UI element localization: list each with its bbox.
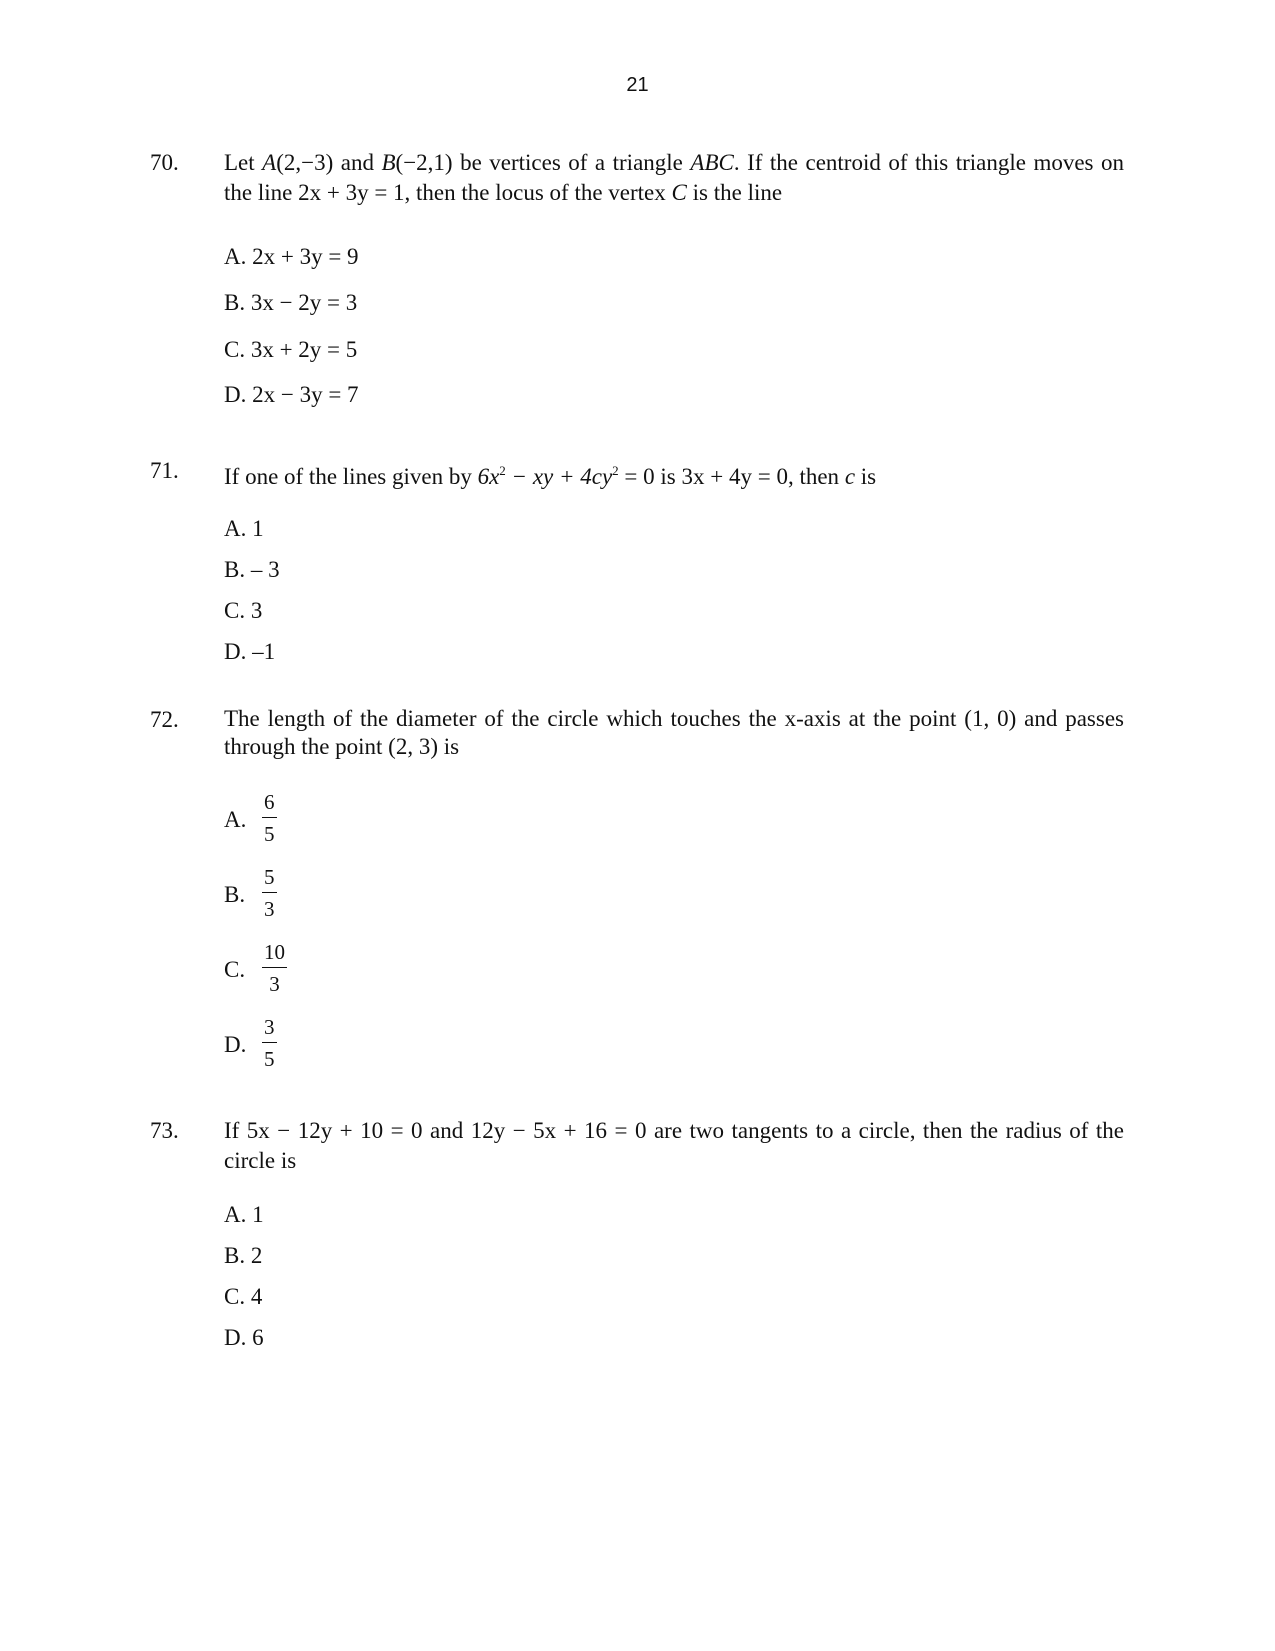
option-a: A. 1 (224, 1202, 264, 1227)
stem-text: is (654, 464, 682, 489)
math-equation: 12y − 5x + 16 = 0 (470, 1118, 647, 1143)
fraction (262, 864, 277, 922)
math-equation: 5x − 12y + 10 = 0 (246, 1118, 423, 1143)
option-b: B. 3x − 2y = 3 (224, 290, 358, 315)
option-c: C. 3 (224, 598, 263, 623)
option-letter: D. (224, 1032, 247, 1057)
denominator: 3 (269, 972, 280, 996)
stem-text: and (422, 1118, 471, 1143)
math-coords: (2,−3) (276, 150, 334, 175)
stem-text: is the line (686, 180, 783, 205)
stem-text: is (855, 464, 877, 489)
option-a: A. 2x + 3y = 9 (224, 244, 359, 269)
stem-text: . If the centroid of this triangle moves on the line (224, 150, 1125, 205)
stem-text: , then (787, 464, 845, 489)
fraction (262, 939, 287, 997)
math-var: c (844, 464, 856, 489)
option-d: D. –1 (224, 639, 276, 664)
fraction-bar (262, 892, 277, 893)
stem-text: , then the locus of the vertex (404, 180, 672, 205)
option-letter: A. (224, 807, 247, 832)
fraction-bar (262, 817, 277, 818)
option-c: C. 3x + 2y = 5 (224, 337, 358, 362)
math-coords: (−2,1) (395, 150, 453, 175)
math-exponent: 2 (612, 463, 619, 478)
question-number: 73. (150, 1118, 179, 1143)
fraction (262, 789, 277, 847)
stem-text: be vertices of a triangle (452, 150, 691, 175)
question-stem (224, 148, 1124, 208)
math-exponent: 2 (499, 463, 506, 478)
stem-text: If one of the lines given by (224, 464, 478, 489)
math-equation: 3x + 4y = 0 (681, 464, 788, 489)
math-term: = 0 (618, 464, 655, 489)
denominator: 3 (264, 897, 275, 921)
math-var: C (671, 180, 687, 205)
question-number: 72. (150, 707, 179, 732)
question-stem: The length of the diameter of the circle which touches the x-axis at the point (1, 0) and passes through the point (2, 3) is (224, 706, 1124, 759)
stem-text: If (224, 1118, 247, 1143)
math-var: A (262, 150, 277, 175)
question-number: 70. (150, 150, 179, 175)
fraction-bar (262, 1042, 277, 1043)
option-c: C. 4 (224, 1284, 263, 1309)
math-var: ABC (690, 150, 734, 175)
fraction (262, 1014, 277, 1072)
denominator: 5 (264, 822, 275, 846)
option-a: A. 1 (224, 516, 264, 541)
fraction-bar (262, 967, 287, 968)
stem-text: and (333, 150, 382, 175)
numerator: 5 (264, 865, 275, 889)
option-letter: B. (224, 882, 246, 907)
page-number: 21 (626, 74, 649, 96)
stem-text: are two tangents to a circle, then the radius of the circle is (224, 1118, 1124, 1173)
option-d: D. 2x − 3y = 7 (224, 382, 359, 407)
question-stem (224, 1116, 1124, 1176)
math-equation: 2x + 3y = 1 (298, 180, 405, 205)
question-number: 71. (150, 458, 179, 483)
denominator: 5 (264, 1047, 275, 1071)
math-term: − xy + 4cy (505, 464, 613, 489)
option-b: B. 2 (224, 1243, 263, 1268)
math-term: 6x (477, 464, 500, 489)
option-d: D. 6 (224, 1325, 264, 1350)
math-var: B (381, 150, 396, 175)
option-letter: C. (224, 957, 246, 982)
question-stem (224, 456, 1124, 492)
option-b: B. – 3 (224, 557, 280, 582)
numerator: 10 (264, 940, 285, 964)
numerator: 6 (264, 790, 275, 814)
stem-text: Let (224, 150, 263, 175)
numerator: 3 (264, 1015, 275, 1039)
